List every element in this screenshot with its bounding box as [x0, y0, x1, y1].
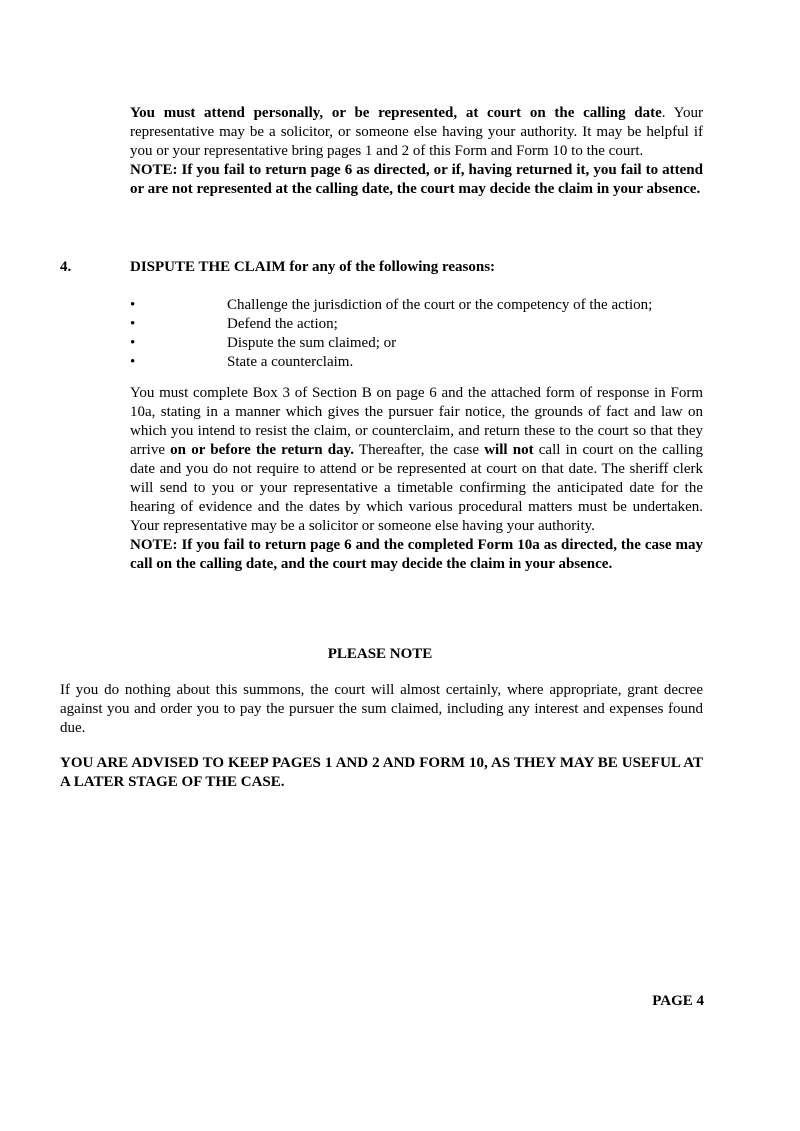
page-number: PAGE 4 — [652, 993, 704, 1009]
bullet-icon: • — [130, 354, 136, 370]
return-day-emphasis: on or before the return day. — [170, 442, 355, 458]
attend-text — [130, 104, 703, 161]
advice-text: YOU ARE ADVISED TO KEEP PAGES 1 AND 2 AND FORM 10, AS THEY MAY BE USEFUL AT A LATER STAGE OF THE CASE. — [60, 755, 703, 790]
list-item-text: Dispute the sum claimed; or — [227, 335, 397, 351]
bullet-icon: • — [130, 316, 136, 332]
attend-note: NOTE: If you fail to return page 6 as directed, or if, having returned it, you fail to attend or are not represented at the calling date, the court may decide the claim in your absence. — [130, 162, 703, 197]
attend-rest: . Your representative may be a solicitor, or someone else having your authority. It may be helpful if you or your representative bring pages 1 and 2 of this Form and Form 10 to the court. — [130, 105, 703, 159]
list-item — [130, 334, 703, 353]
attend-paragraph — [130, 104, 703, 199]
please-note-heading: PLEASE NOTE — [327, 646, 433, 662]
section-number: 4. — [60, 259, 72, 275]
please-note-paragraph — [60, 681, 703, 738]
list-item — [130, 315, 703, 334]
reason-list — [130, 296, 703, 372]
list-item — [130, 296, 703, 315]
section-title: DISPUTE THE CLAIM for any of the following reasons: — [130, 259, 496, 275]
list-item-text: Challenge the jurisdiction of the court or the competency of the action; — [227, 297, 653, 313]
dispute-text-a: You must complete Box 3 of Section B on page 6 and the attached form of response in Form 10a, stating in a manner which gives the pursuer fair notice, the grounds of fact and law on which you intend to resist the claim, or counterclaim, and return these to the court so that they arrive — [130, 385, 703, 458]
bullet-icon: • — [130, 335, 136, 351]
dispute-text — [130, 384, 703, 536]
dispute-note: NOTE: If you fail to return page 6 and the completed Form 10a as directed, the case may call on the calling date, and the court may decide the claim in your absence. — [130, 537, 703, 572]
please-note-text: If you do nothing about this summons, the court will almost certainly, where appropriate, grant decree against you and order you to pay the pursuer the sum claimed, including any interest and expenses found due. — [60, 682, 703, 736]
dispute-text-c: Thereafter, the case — [354, 442, 485, 458]
dispute-text-e: call in court on the calling date and you do not require to attend or be represented at court on that date. The sheriff clerk will send to you or your representative a timetable confirming the anticipated date for the hearing of evidence and the dates by which various procedural matters must be undertaken. Your representative may be a solicitor or someone else having your authority. — [130, 442, 703, 534]
advice-paragraph — [60, 754, 703, 792]
will-not-emphasis: will not — [484, 442, 534, 458]
attend-bold-lead: You must attend personally, or be represented, at court on the calling date — [130, 105, 662, 121]
dispute-paragraph — [130, 384, 703, 574]
bullet-icon: • — [130, 297, 136, 313]
list-item-text: Defend the action; — [227, 316, 338, 332]
list-item — [130, 353, 703, 372]
list-item-text: State a counterclaim. — [227, 354, 354, 370]
